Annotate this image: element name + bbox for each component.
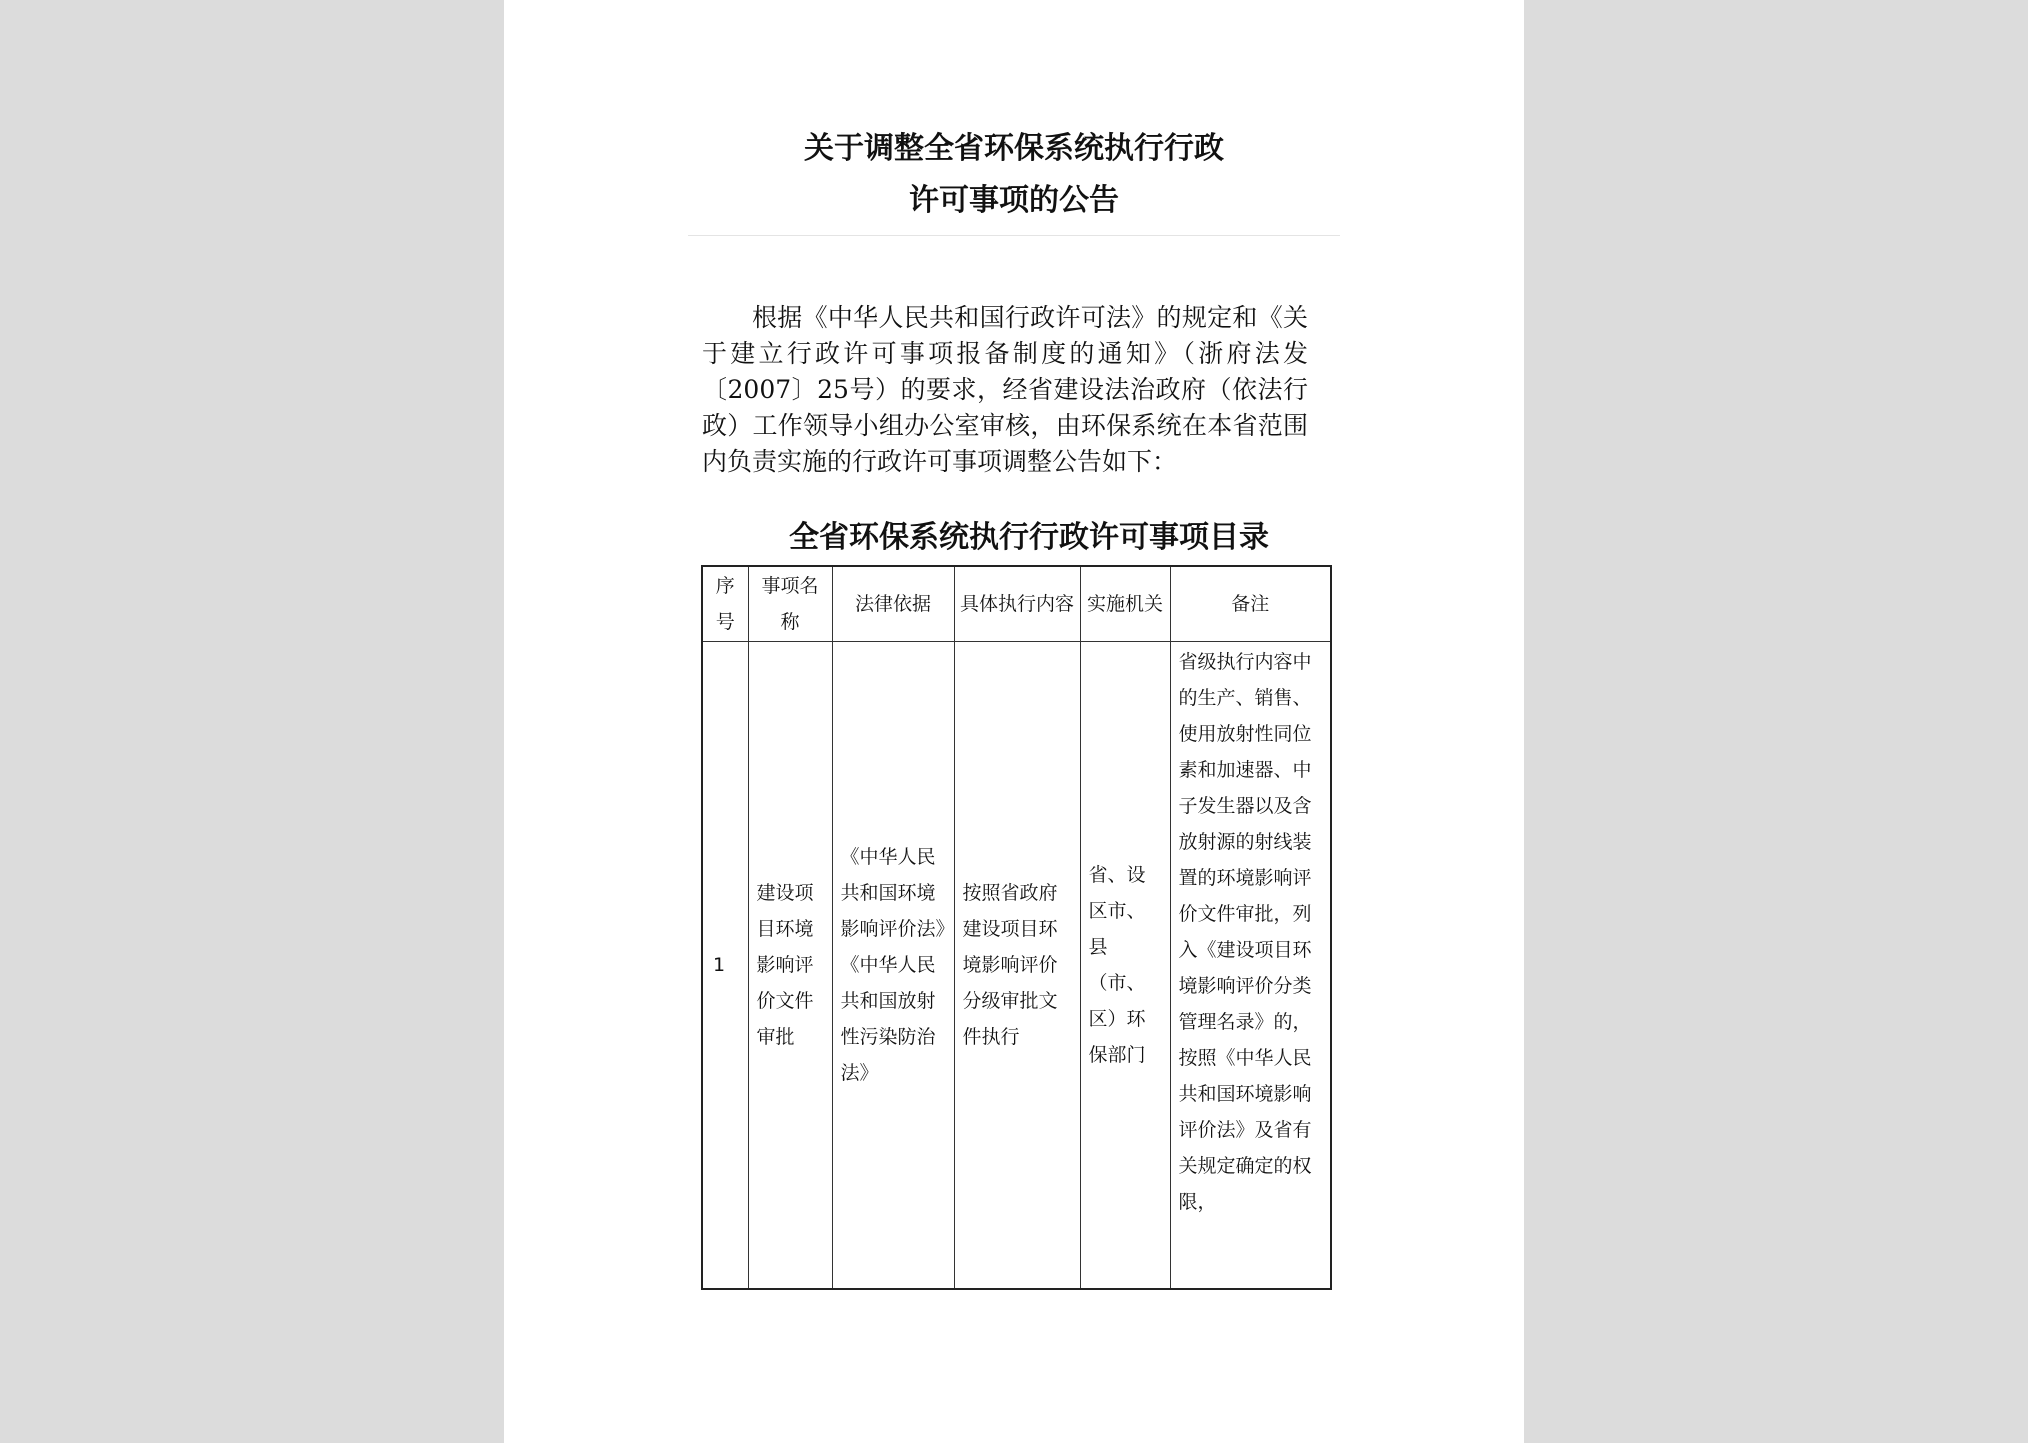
header-item-name: 事项名称: [748, 566, 832, 642]
title-divider: [688, 235, 1340, 236]
cell-remarks: 省级执行内容中的生产、销售、使用放射性同位素和加速器、中子发生器以及含放射源的射线装置的环境影响评价文件审批，列入《建设项目环境影响评价分类管理名录》的，按照《中华人民共和国环境影响评价法》及省有关规定确定的权限，: [1170, 642, 1331, 1290]
cell-agency: 省、设区市、县（市、区）环保部门: [1080, 642, 1170, 1290]
cell-item-name: 建设项目环境影响评价文件审批: [748, 642, 832, 1290]
header-agency: 实施机关: [1080, 566, 1170, 642]
announcement-body: 根据《中华人民共和国行政许可法》的规定和《关于建立行政许可事项报备制度的通知》（浙府法发〔2007〕25号）的要求，经省建设法治政府（依法行政）工作领导小组办公室审核，由环保系统在本省范围内负责实施的行政许可事项调整公告如下：: [702, 303, 1308, 476]
cell-seq: 1: [702, 642, 748, 1290]
table-row: [702, 642, 1331, 1290]
permit-catalog-table: [701, 565, 1332, 1290]
header-legal-basis: 法律依据: [832, 566, 954, 642]
catalog-title: 全省环保系统执行行政许可事项目录: [789, 520, 1269, 555]
document-page: [504, 0, 1524, 1443]
header-remarks: 备注: [1170, 566, 1331, 642]
header-content: 具体执行内容: [954, 566, 1080, 642]
table-header-row: [702, 566, 1331, 642]
header-seq: 序号: [702, 566, 748, 642]
cell-legal-basis: 《中华人民共和国环境影响评价法》《中华人民共和国放射性污染防治法》: [832, 642, 954, 1290]
document-title-line-1: 关于调整全省环保系统执行行政: [804, 131, 1224, 166]
document-title-line-2: 许可事项的公告: [909, 183, 1119, 218]
cell-content: 按照省政府建设项目环境影响评价分级审批文件执行: [954, 642, 1080, 1290]
